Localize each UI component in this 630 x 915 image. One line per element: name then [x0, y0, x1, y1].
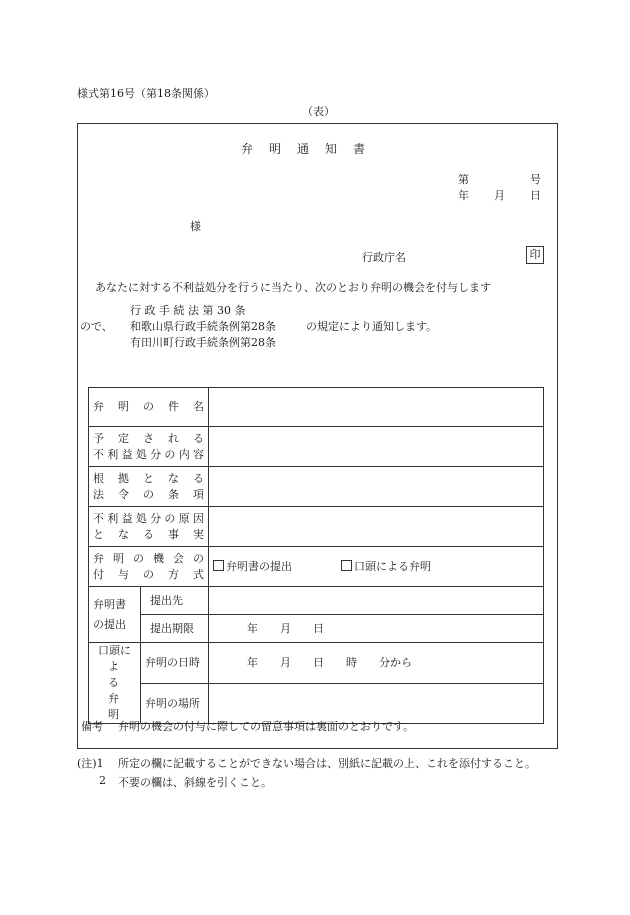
label-basis-line1: 根拠となる: [93, 471, 204, 485]
option-written[interactable]: [213, 560, 292, 573]
date-month: 月: [494, 189, 505, 202]
label-oral-group-line3: 弁明: [108, 692, 129, 721]
field-legal-basis[interactable]: [209, 467, 544, 507]
form-number: 様式第16号（第18条関係）: [77, 87, 215, 100]
note-2-marker: 2: [99, 774, 106, 787]
note-1-text: 所定の欄に記載することができない場合は、別紙に記載の上、これを添付すること。: [118, 757, 536, 770]
document-title: 弁 明 通 知 書: [241, 142, 368, 156]
label-destination: 提出先: [141, 587, 209, 615]
field-method: [209, 547, 544, 587]
doc-number-dai: 第: [458, 173, 469, 186]
label-written-group-line2: の提出: [93, 617, 126, 631]
law-3: 有田川町行政手続条例第28条: [130, 336, 276, 349]
label-written-group-line1: 弁明書: [93, 597, 126, 611]
label-planned-line1: 予定される: [93, 431, 204, 445]
notice-form-table: [88, 387, 544, 724]
body-text-prefix: ので、: [80, 320, 113, 333]
label-cause-line2: となる事実: [93, 527, 204, 541]
option-written-label: 弁明書の提出: [226, 559, 292, 573]
label-written-group: [89, 587, 141, 643]
label-oral-datetime: 弁明の日時: [141, 643, 209, 684]
field-cause-facts[interactable]: [209, 507, 544, 547]
field-planned-disposition[interactable]: [209, 427, 544, 467]
label-planned-line2: 不利益処分の内容: [93, 447, 204, 461]
label-oral-group-line1: 口頭に: [98, 644, 131, 657]
seal-mark: 印: [526, 246, 544, 264]
law-2: 和歌山県行政手続条例第28条: [130, 320, 276, 333]
label-cause: [89, 507, 209, 547]
field-destination[interactable]: [209, 587, 544, 615]
body-text-line1: あなたに対する不利益処分を行うに当たり、次のとおり弁明の機会を付与します: [95, 281, 491, 294]
label-deadline: 提出期限: [141, 615, 209, 643]
option-oral-label: 口頭による弁明: [354, 559, 431, 573]
label-basis: [89, 467, 209, 507]
label-cause-line1: 不利益処分の原因: [93, 511, 204, 525]
law-1: 行 政 手 続 法 第 30 条: [130, 304, 246, 317]
label-planned: [89, 427, 209, 467]
option-oral[interactable]: [341, 560, 431, 573]
field-oral-datetime[interactable]: 年 月 日 時 分から: [209, 643, 544, 684]
date-day: 日: [530, 189, 541, 202]
label-oral-group: [89, 643, 141, 724]
label-method: [89, 547, 209, 587]
note-2-text: 不要の欄は、斜線を引くこと。: [118, 776, 272, 789]
label-method-line2: 付与の方式: [93, 567, 204, 581]
body-text-suffix: の規定により通知します。: [306, 320, 438, 333]
label-method-line1: 弁明の機会の: [93, 551, 204, 565]
addressee-sama: 様: [190, 220, 201, 233]
label-oral-group-line2: よる: [108, 660, 129, 689]
doc-number-go: 号: [530, 173, 541, 186]
field-deadline[interactable]: 年 月 日: [209, 615, 544, 643]
remarks-label: 備考: [81, 720, 103, 733]
remarks-text: 弁明の機会の付与に際しての留意事項は裏面のとおりです。: [118, 720, 415, 733]
form-side-label: （表）: [302, 105, 335, 118]
checkbox-written[interactable]: [213, 560, 224, 571]
field-subject[interactable]: [209, 388, 544, 427]
note-1-marker: (注)1: [77, 757, 104, 770]
date-year: 年: [458, 189, 469, 202]
agency-name: 行政庁名: [362, 251, 406, 264]
label-basis-line2: 法令の条項: [93, 487, 204, 501]
checkbox-oral[interactable]: [341, 560, 352, 571]
label-oral-place: 弁明の場所: [141, 684, 209, 724]
label-subject: 弁明の件名: [89, 388, 209, 427]
